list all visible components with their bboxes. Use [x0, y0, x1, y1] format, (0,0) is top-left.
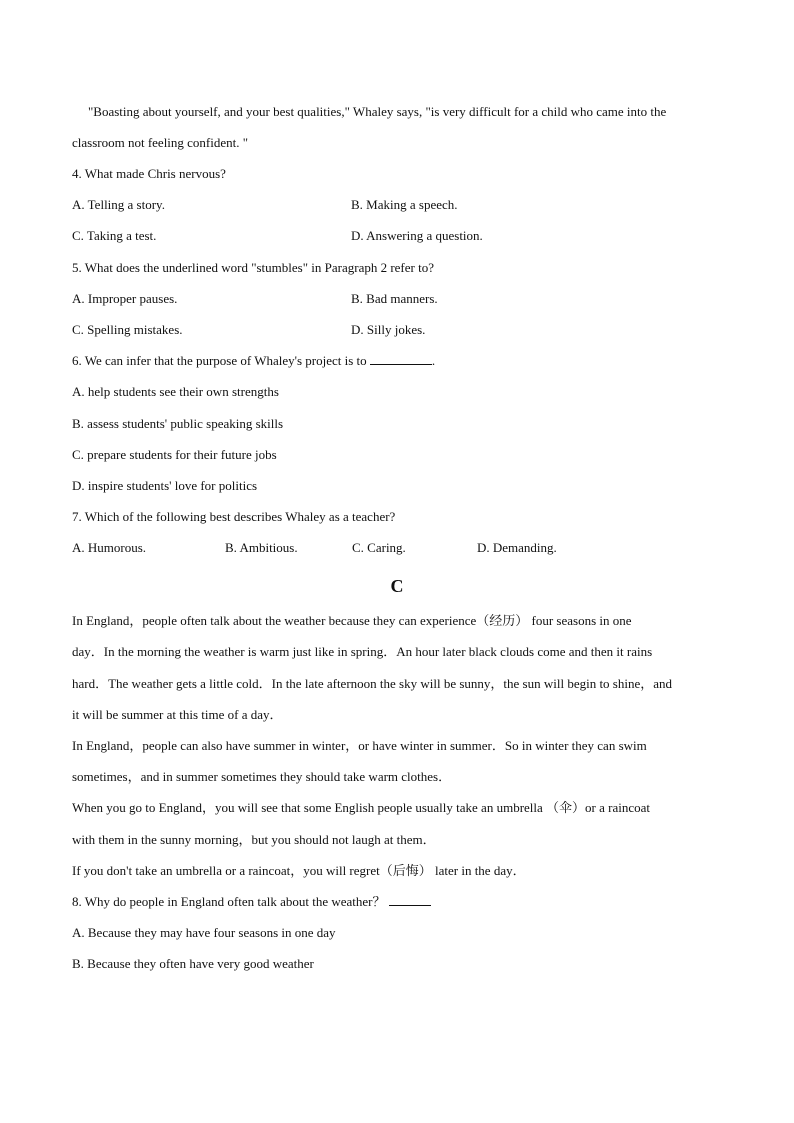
passage-c-line-2: day．In the morning the weather is warm just like in spring．An hour later black clouds come and then it rains	[72, 644, 653, 659]
passage-c-line-8: with them in the sunny morning，but you should not laugh at them．	[72, 832, 436, 847]
passage-c-line-6: sometimes，and in summer sometimes they should take warm clothes．	[72, 769, 452, 784]
question-4-option-c[interactable]: C. Taking a test.	[72, 228, 157, 243]
passage-c-line-1: In England，people often talk about the weather because they can experience（经历） four seasons in one	[72, 613, 632, 628]
question-7-option-b[interactable]: B. Ambitious.	[225, 540, 298, 555]
section-c-title: C	[390, 576, 404, 596]
answer-blank[interactable]	[389, 894, 431, 906]
question-4-stem: 4. What made Chris nervous?	[72, 166, 226, 181]
question-4-option-a[interactable]: A. Telling a story.	[72, 197, 165, 212]
question-6-option-a[interactable]: A. help students see their own strengths	[72, 384, 279, 399]
question-5-stem: 5. What does the underlined word "stumbles" in Paragraph 2 refer to?	[72, 260, 434, 275]
question-5-option-a[interactable]: A. Improper pauses.	[72, 291, 178, 306]
question-7-stem: 7. Which of the following best describes Whaley as a teacher?	[72, 509, 396, 524]
question-6-option-b[interactable]: B. assess students' public speaking skills	[72, 416, 284, 431]
passage-c-line-4: it will be summer at this time of a day．	[72, 707, 283, 722]
passage-c-line-9: If you don't take an umbrella or a raincoat，you will regret（后悔） later in the day．	[72, 863, 526, 878]
question-4-option-b[interactable]: B. Making a speech.	[351, 197, 458, 212]
question-6-option-d[interactable]: D. inspire students' love for politics	[72, 478, 258, 493]
question-8-option-b[interactable]: B. Because they often have very good weather	[72, 956, 314, 971]
passage-c-line-3: hard．The weather gets a little cold．In the late afternoon the sky will be sunny，the sun will begin to shine，and	[72, 676, 673, 691]
question-7-option-c[interactable]: C. Caring.	[352, 540, 406, 555]
question-7-option-a[interactable]: A. Humorous.	[72, 540, 147, 555]
question-6-option-c[interactable]: C. prepare students for their future jobs	[72, 447, 277, 462]
answer-blank[interactable]	[370, 353, 432, 365]
question-6-stem-end: .	[431, 353, 436, 368]
question-8-option-a[interactable]: A. Because they may have four seasons in one day	[72, 925, 336, 940]
question-6-stem-line	[72, 353, 435, 369]
question-4-option-d[interactable]: D. Answering a question.	[351, 228, 483, 243]
question-7-option-d[interactable]: D. Demanding.	[477, 540, 557, 555]
passage-c-line-7: When you go to England，you will see that some English people usually take an umbrella （伞）or a raincoat	[72, 800, 650, 815]
question-5-option-d[interactable]: D. Silly jokes.	[351, 322, 426, 337]
question-8-stem-line	[72, 894, 431, 910]
question-8-stem: 8. Why do people in England often talk about the weather？	[72, 894, 386, 909]
question-5-option-c[interactable]: C. Spelling mistakes.	[72, 322, 183, 337]
intro-line-1: "Boasting about yourself, and your best qualities," Whaley says, "is very difficult for a child who came into the	[88, 104, 667, 119]
passage-c-line-5: In England，people can also have summer in winter，or have winter in summer．So in winter they can swim	[72, 738, 647, 753]
intro-line-2: classroom not feeling confident. "	[72, 135, 249, 150]
question-6-stem: 6. We can infer that the purpose of Whaley's project is to	[72, 353, 367, 368]
question-5-option-b[interactable]: B. Bad manners.	[351, 291, 438, 306]
